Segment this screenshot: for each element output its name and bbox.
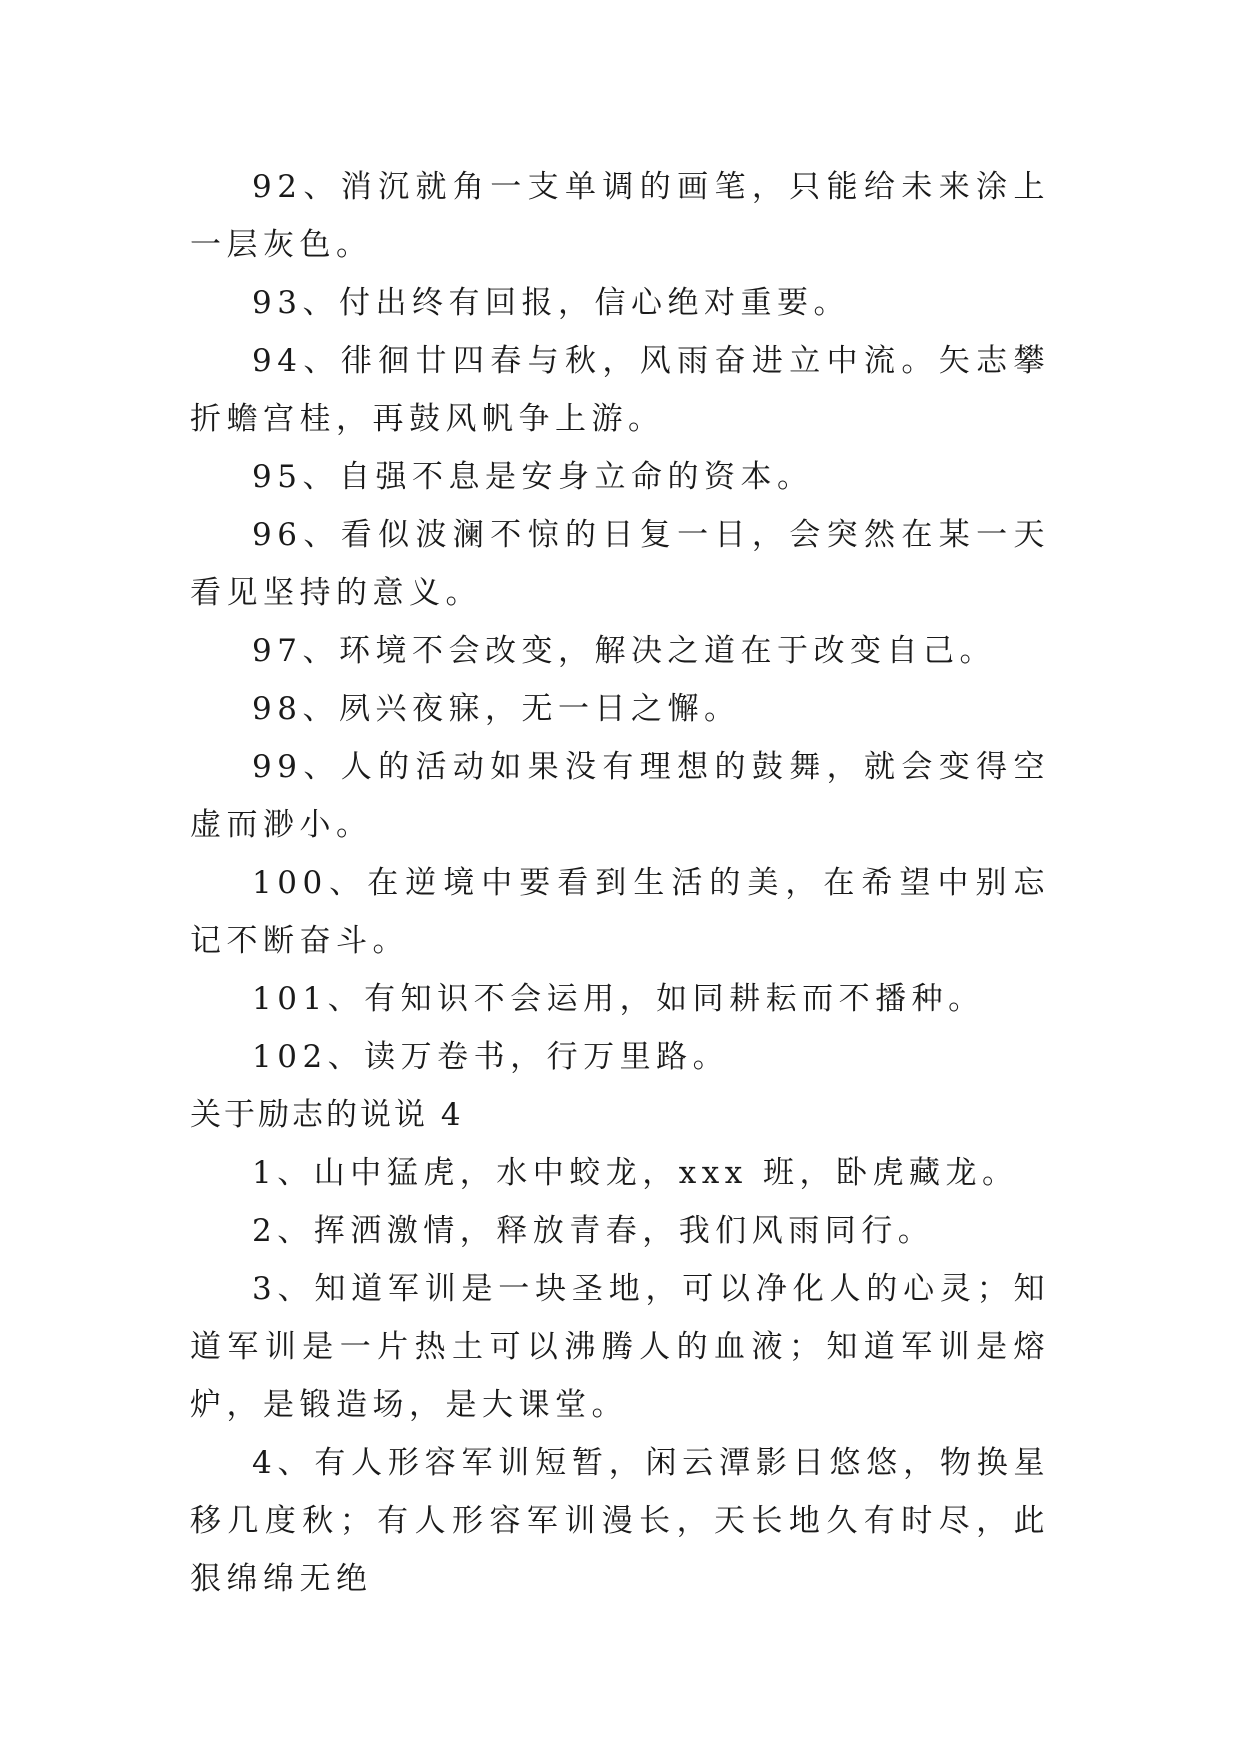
document-body [190, 158, 1050, 1608]
paragraph-3: 3、知道军训是一块圣地，可以净化人的心灵；知道军训是一片热土可以沸腾人的血液；知道军训是熔炉，是锻造场，是大课堂。 [190, 1271, 1050, 1423]
paragraph-97: 97、环境不会改变，解决之道在于改变自己。 [252, 633, 996, 669]
paragraph-2: 2、挥洒激情，释放青春，我们风雨同行。 [252, 1213, 935, 1249]
paragraph-95: 95、自强不息是安身立命的资本。 [252, 459, 814, 495]
paragraph-92: 92、消沉就角一支单调的画笔，只能给未来涂上一层灰色。 [190, 169, 1050, 263]
paragraph-102: 102、读万卷书，行万里路。 [252, 1039, 730, 1075]
paragraph-98: 98、夙兴夜寐，无一日之懈。 [252, 691, 741, 727]
paragraph-1: 1、山中猛虎，水中蛟龙，xxx 班，卧虎藏龙。 [252, 1155, 1019, 1191]
paragraph-100: 100、在逆境中要看到生活的美，在希望中别忘记不断奋斗。 [190, 865, 1050, 959]
section-heading: 关于励志的说说 4 [190, 1097, 464, 1133]
paragraph-101: 101、有知识不会运用，如同耕耘而不播种。 [252, 981, 985, 1017]
paragraph-99: 99、人的活动如果没有理想的鼓舞，就会变得空虚而渺小。 [190, 749, 1050, 843]
paragraph-4: 4、有人形容军训短暂，闲云潭影日悠悠，物换星移几度秋；有人形容军训漫长，天长地久有时尽，此狠绵绵无绝 [190, 1445, 1050, 1597]
paragraph-93: 93、付出终有回报，信心绝对重要。 [252, 285, 850, 321]
paragraph-96: 96、看似波澜不惊的日复一日，会突然在某一天看见坚持的意义。 [190, 517, 1050, 611]
paragraph-94: 94、徘徊廿四春与秋，风雨奋进立中流。矢志攀折蟾宫桂，再鼓风帆争上游。 [190, 343, 1050, 437]
